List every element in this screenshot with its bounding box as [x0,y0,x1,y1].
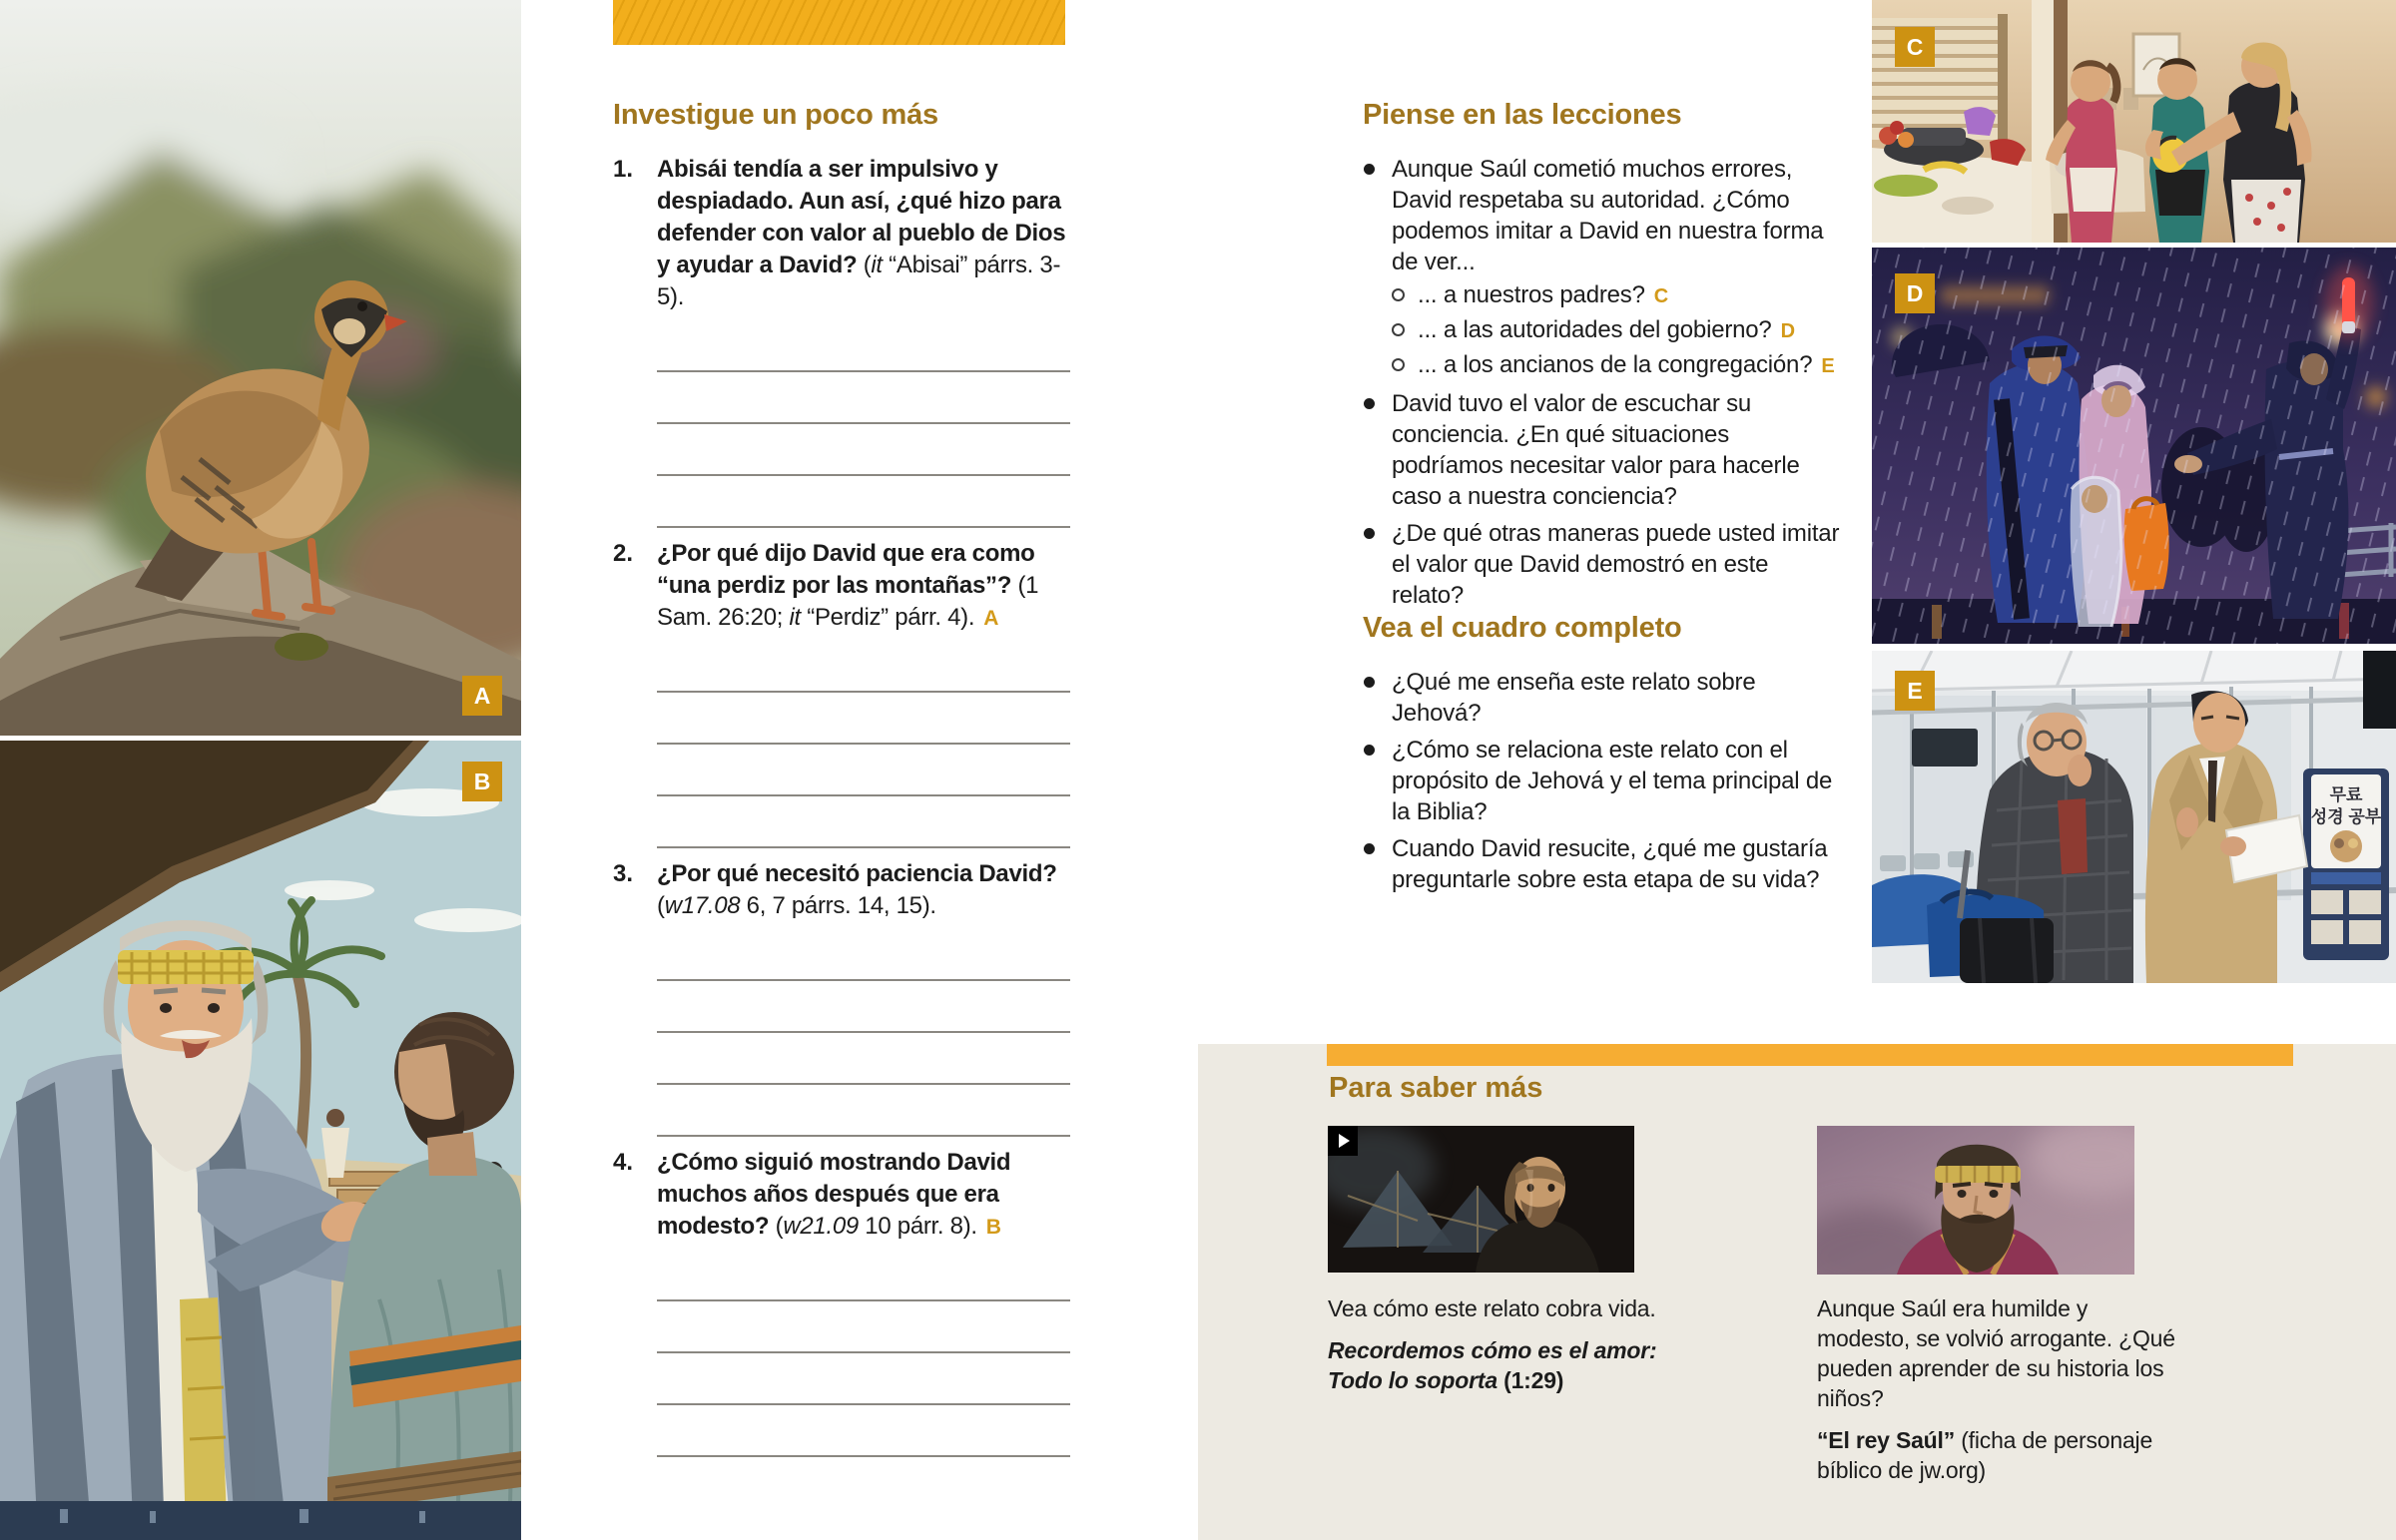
question-3 [613,858,1070,1137]
ref-italic: w21.09 [783,1213,859,1240]
video-title [1328,1335,1679,1395]
question-1 [613,154,1070,528]
ref-post: “Perdiz” párr. 4). [800,604,975,631]
lesson-bullet [1363,388,1840,512]
learn-more-title: Para saber más [1329,1072,1543,1104]
answer-line [657,1301,1070,1353]
research-title: Investigue un poco más [613,99,938,131]
question-text [657,154,1070,314]
ref-post: 10 párr. 8). [858,1213,977,1240]
lesson-bullet [1363,518,1840,611]
figure-e-badge: E [1895,671,1935,711]
question-text [657,858,1070,923]
big-picture-title: Vea el cuadro completo [1363,612,1682,644]
lesson-sub-text [1418,349,1834,382]
saul-david-illustration-art [0,741,521,1540]
bullet-icon [1364,164,1375,175]
bullet-icon [1364,398,1375,409]
answer-line [657,1405,1070,1457]
lessons-section [1363,98,1840,895]
research-section [613,98,1070,1467]
figure-marker: E [1821,355,1835,377]
question-bold-text: ¿Por qué necesitó paciencia David? [657,860,1057,887]
question-number: 2. [613,540,634,567]
lesson-sub-text [1418,314,1795,347]
question-bold-text: ¿Cómo siguió mostrando David muchos años después que era modesto? [657,1149,1011,1240]
question-bold-text: ¿Por qué dijo David que era como “una perdiz por las montañas”? [657,540,1035,599]
airport-conversation-photo [1872,651,2396,983]
big-picture-bullet [1363,833,1840,895]
figure-a-badge: A [462,676,502,716]
answer-line [657,929,1070,981]
answer-line [657,320,1070,372]
answer-line [657,796,1070,848]
lesson-bullet-text: Aunque Saúl cometió muchos errores, David respetaba su autoridad. ¿Cómo podemos imitar a David en nuestra forma de ver... [1392,156,1824,275]
video-thumbnail[interactable] [1328,1126,1634,1273]
figure-d-badge: D [1895,273,1935,313]
answer-line [657,372,1070,424]
figure-marker: B [985,1216,1001,1239]
figure-marker: A [983,607,999,630]
answer-lines [657,929,1070,1137]
ref-italic: it [871,252,883,278]
family-home-photo [1872,0,2396,243]
lesson-sub-bullet [1392,279,1840,312]
video-title-line2: Todo lo soporta [1328,1367,1504,1393]
figure-b-badge: B [462,762,502,801]
lesson-bullet-text: ¿De qué otras maneras puede usted imitar el valor que David demostró en este relato? [1392,520,1840,609]
big-picture-bullet [1363,735,1840,827]
korean-sign-line1: 무료 [2329,785,2363,804]
lesson-sub-bullet [1392,349,1840,382]
circle-bullet-icon [1392,323,1405,336]
sub-text: ... a los ancianos de la congregación? [1418,351,1813,378]
big-picture-bullet-text: ¿Cómo se relaciona este relato con el propósito de Jehová y el tema principal de la Biblia? [1392,737,1833,825]
video-caption: Vea cómo este relato cobra vida. [1328,1295,1656,1321]
answer-line [657,981,1070,1033]
ref-post: “Abisai” párrs. 3-5). [657,252,1061,310]
family-home-photo-art [1872,0,2396,243]
bullet-icon [1364,528,1375,539]
question-bold-text: Abisái tendía a ser impulsivo y despiadado. Aun así, ¿qué hizo para defender con valor al pueblo de Dios y ayudar a David? [657,156,1066,278]
video-caption-block [1328,1293,1679,1395]
saul-david-illustration [0,741,521,1540]
yellow-texture-band [613,0,1065,45]
video-duration: (1:29) [1503,1367,1564,1393]
question-number: 3. [613,860,634,887]
answer-lines [657,1250,1070,1457]
saul-caption: Aunque Saúl era humilde y modesto, se volvió arrogante. ¿Qué pueden aprender de su historia los niños? [1817,1295,2175,1411]
answer-line [657,1033,1070,1085]
question-number: 1. [613,156,634,183]
korean-sign-line2: 성경 공부 [2310,807,2382,826]
bullet-icon [1364,677,1375,688]
question-reference [657,892,936,919]
big-picture-bullet [1363,667,1840,729]
king-saul-portrait-art [1817,1126,2134,1275]
orange-accent-bar [1327,1044,2293,1066]
sub-text: ... a nuestros padres? [1418,281,1645,308]
bullet-icon [1364,745,1375,756]
video-title-line1: Recordemos cómo es el amor: [1328,1337,1657,1363]
figure-c-badge: C [1895,27,1935,67]
circle-bullet-icon [1392,288,1405,301]
airport-conversation-photo-art [1872,651,2396,983]
saul-reference [1817,1425,2178,1485]
lesson-sub-bullet [1392,314,1840,347]
circle-bullet-icon [1392,358,1405,371]
lesson-bullet-text: David tuvo el valor de escuchar su conciencia. ¿En qué situaciones podríamos necesitar valor para hacerle caso a nuestra conciencia? [1392,390,1800,510]
answer-line [657,1250,1070,1301]
question-4 [613,1147,1070,1457]
question-text [657,1147,1070,1244]
bullet-icon [1364,843,1375,854]
ref-pre: ( [863,252,872,278]
king-saul-portrait [1817,1126,2134,1275]
question-text [657,538,1070,635]
partridge-photo-art [0,0,521,736]
rain-police-photo [1872,248,2396,644]
ref-post: 6, 7 párrs. 14, 15). [740,892,936,919]
answer-line [657,745,1070,796]
big-picture-bullet-text: ¿Qué me enseña este relato sobre Jehová? [1392,669,1756,727]
question-2 [613,538,1070,848]
saul-caption-block [1817,1293,2178,1485]
ref-pre: ( [775,1213,784,1240]
ref-italic: w17.08 [664,892,741,919]
question-number: 4. [613,1149,634,1176]
answer-lines [657,320,1070,528]
answer-line [657,424,1070,476]
question-reference [776,1213,977,1240]
sub-text: ... a las autoridades del gobierno? [1418,316,1772,343]
figure-marker: C [1653,285,1668,307]
play-button[interactable] [1328,1126,1358,1156]
play-icon [1339,1134,1350,1148]
answer-line [657,1085,1070,1137]
learn-more-panel [1198,1044,2396,1540]
saul-reference-rest: (ficha de personaje bíblico de jw.org) [1817,1427,2153,1483]
ref-italic: it [789,604,801,631]
answer-line [657,693,1070,745]
rain-police-photo-art [1872,248,2396,644]
figure-marker: D [1780,320,1795,342]
lessons-title: Piense en las lecciones [1363,99,1682,131]
answer-line [657,641,1070,693]
big-picture-bullet-text: Cuando David resucite, ¿qué me gustaría preguntarle sobre esta etapa de su vida? [1392,835,1828,893]
answer-line [657,476,1070,528]
ref-pre: (1 Sam. 26:20; [657,572,1039,631]
partridge-photo [0,0,521,736]
video-still-art [1328,1126,1634,1273]
ref-pre: ( [657,892,665,919]
lesson-sub-text [1418,279,1668,312]
saul-reference-title: “El rey Saúl” [1817,1427,1956,1453]
lesson-bullet [1363,154,1840,277]
answer-line [657,1353,1070,1405]
answer-lines [657,641,1070,848]
